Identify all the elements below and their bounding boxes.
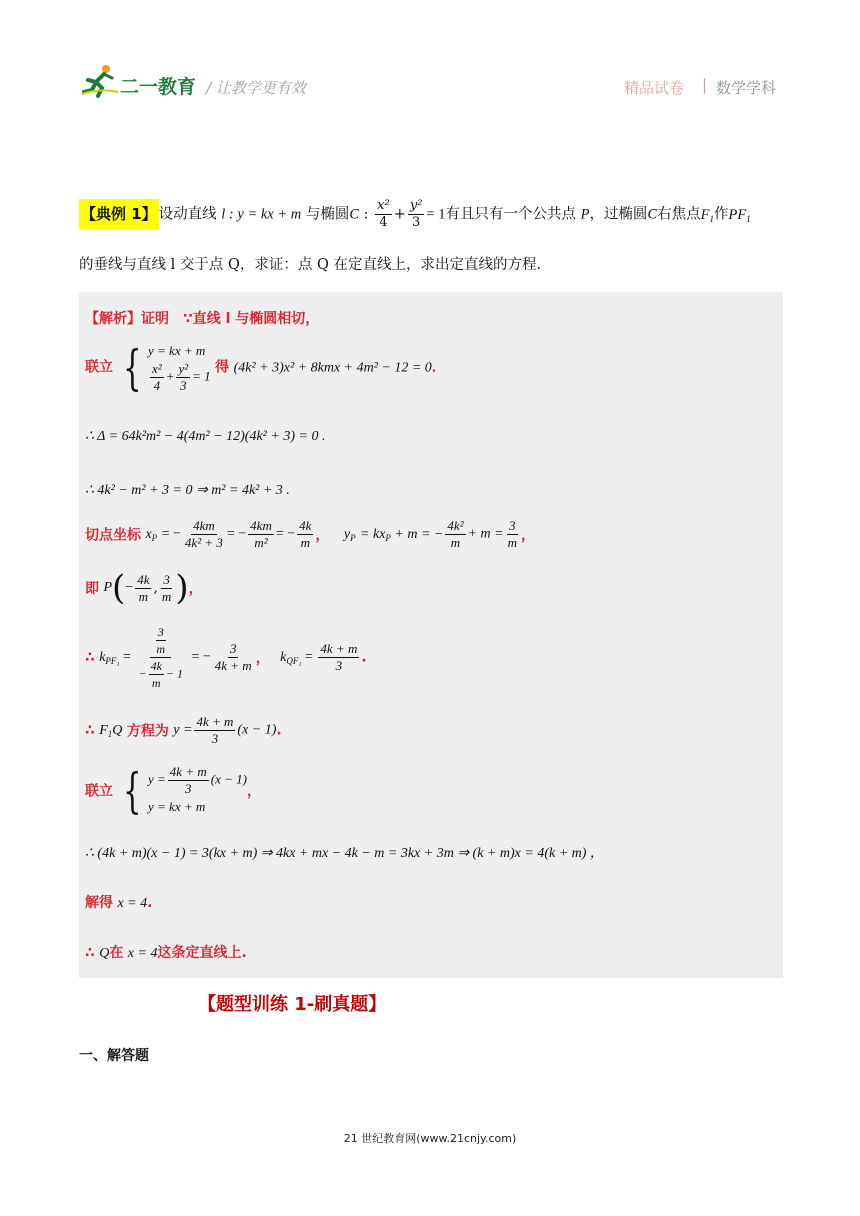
conclusion-text: 这条定直线上. <box>157 945 247 961</box>
question-text: 设动直线 <box>158 206 217 223</box>
discriminant-line: ∴ Δ = 64k²m² − 4(4m² − 12)(4k² + 3) = 0 . <box>85 429 326 444</box>
premium-paper-label: 精品试卷 <box>624 79 685 97</box>
tangent-condition-line: ∴ 4k² − m² + 3 = 0 ⇒ m² = 4k² + 3 . <box>85 483 290 498</box>
focus-f1: $F_1$ <box>700 206 714 224</box>
xp-label: $x_P$ <box>145 526 158 543</box>
brand-name: 二一教育 <box>120 76 197 98</box>
system-2: 联立 { y = $\frac{4k + m}{3}$ (x − 1) y = kx + m ， <box>85 762 261 819</box>
jiede-label: 解得 <box>85 895 113 911</box>
point-p: P <box>580 206 590 223</box>
question-text: ，过椭圆 <box>589 206 648 223</box>
ellipse-label: C <box>647 206 658 223</box>
line-equation: l : y = kx + m <box>221 206 302 223</box>
tangent-point-coords: 切点坐标 $x_P$ = − $\frac{4km}{\text{4k² + 3}}$ = − $\frac{4km}{\text{m²}}$ = − $\frac{4k}{m}$ ， $y_P = kx_P + m$ = − $\frac{\text{4k²}}{m}$ + m = $\frac{3}{m}$ ， <box>85 518 535 550</box>
question-text: 作 <box>713 206 729 223</box>
system-1 <box>85 341 446 394</box>
point-q: Q <box>99 946 110 961</box>
header-label-left <box>624 77 684 98</box>
conclusion-line <box>85 942 247 962</box>
system-eq-2: $\frac{\text{x²}}{4}$ + $\frac{\text{y²}}{3}$ = 1 <box>152 361 211 393</box>
subject-label: 数学学科 <box>716 79 777 97</box>
slopes-line: ∴ $k_{PF_1}$ = $\frac{3}{m}$ − $\frac{4k}{m}$ − 1 = − $\frac{3}{4k + m}$ ， $k_{QF_1}$ = $\frac{4k + m}{3}$ . <box>85 625 367 690</box>
example-tag: 【典例 1】 <box>79 199 159 229</box>
system2-eq-2: y = kx + m <box>148 799 206 814</box>
example-question: 【典例 1】 设动直线 l : y = kx + m 与椭圆C : $\frac{\text{x²}}{4}$ + $\frac{\text{y²}}{3}$ = 1有且只有一个公共点 P，过椭圆C右焦点$F_1$作$PF_1$ <box>81 198 751 230</box>
qiedian-label: 切点坐标 <box>85 527 141 544</box>
lianli-label: 联立 <box>85 359 113 376</box>
question-line-2: 的垂线与直线 l 交于点 Q，求证：点 Q 在定直线上，求出定直线的方程. <box>79 257 542 273</box>
point-p-line: 即 P(− $\frac{4k}{m}$ , $\frac{3}{m}$ )， <box>85 568 203 608</box>
system2-eq-1: y = $\frac{4k + m}{3}$ (x − 1) <box>148 764 247 796</box>
period: ． <box>431 359 446 376</box>
ji-label: 即 <box>85 581 99 597</box>
solve-x-line: 解得 x = 4. <box>85 895 153 911</box>
fraction: $\frac{\text{y²}}{3}$ <box>409 198 423 230</box>
fixed-line-eq: x = 4 <box>127 946 158 961</box>
question-text: 与椭圆 <box>305 206 350 223</box>
ellipse-label: C <box>349 206 360 223</box>
question-text: 有且只有一个公共点 <box>445 206 576 223</box>
header-divider: | <box>702 76 708 94</box>
question-text: 右焦点 <box>657 206 701 223</box>
system-brace: { y = kx + m $\frac{\text{x²}}{4}$ + $\frac{\text{y²}}{3}$ = 1 <box>123 339 211 396</box>
system-eq-1: y = kx + m <box>148 343 206 358</box>
lianli-label: 联立 <box>85 783 113 800</box>
equation-tail: = 1 <box>426 206 446 223</box>
sub-title: 一、解答题 <box>79 1048 149 1064</box>
footer: 21 世纪教育网(www.21cnjy.com) <box>343 1132 517 1145</box>
slogan: / 让教学更有效 <box>206 79 306 97</box>
de-label: 得 <box>215 359 230 376</box>
section-title: 【题型训练 1-刷真题】 <box>198 994 387 1015</box>
therefore: ∴ <box>85 945 95 961</box>
solution-intro: 【解析】证明 ∵直线 l 与椭圆相切， <box>85 311 320 327</box>
zai-label: 在 <box>109 945 124 961</box>
fraction: $\frac{\text{x²}}{4}$ <box>377 198 390 230</box>
derivation-line: ∴ (4k + m)(x − 1) = 3(kx + m) ⇒ 4kx + mx − 4k − m = 3kx + 3m ⇒ (k + m)x = 4(k + m) ， <box>85 846 604 861</box>
x-solution: x = 4 <box>117 896 148 911</box>
header <box>0 58 860 108</box>
runner-logo-icon <box>80 64 120 98</box>
yp-label: $y_P$ <box>343 526 356 543</box>
segment-pf1: $PF_1$ <box>728 206 751 224</box>
quadratic-equation: (4k² + 3)x² + 8kmx + 4m² − 12 = 0 <box>233 360 432 376</box>
f1q-equation-line: ∴ $F_1Q$ 方程为 y = $\frac{4k + m}{3}$ (x − 1). <box>85 714 282 746</box>
